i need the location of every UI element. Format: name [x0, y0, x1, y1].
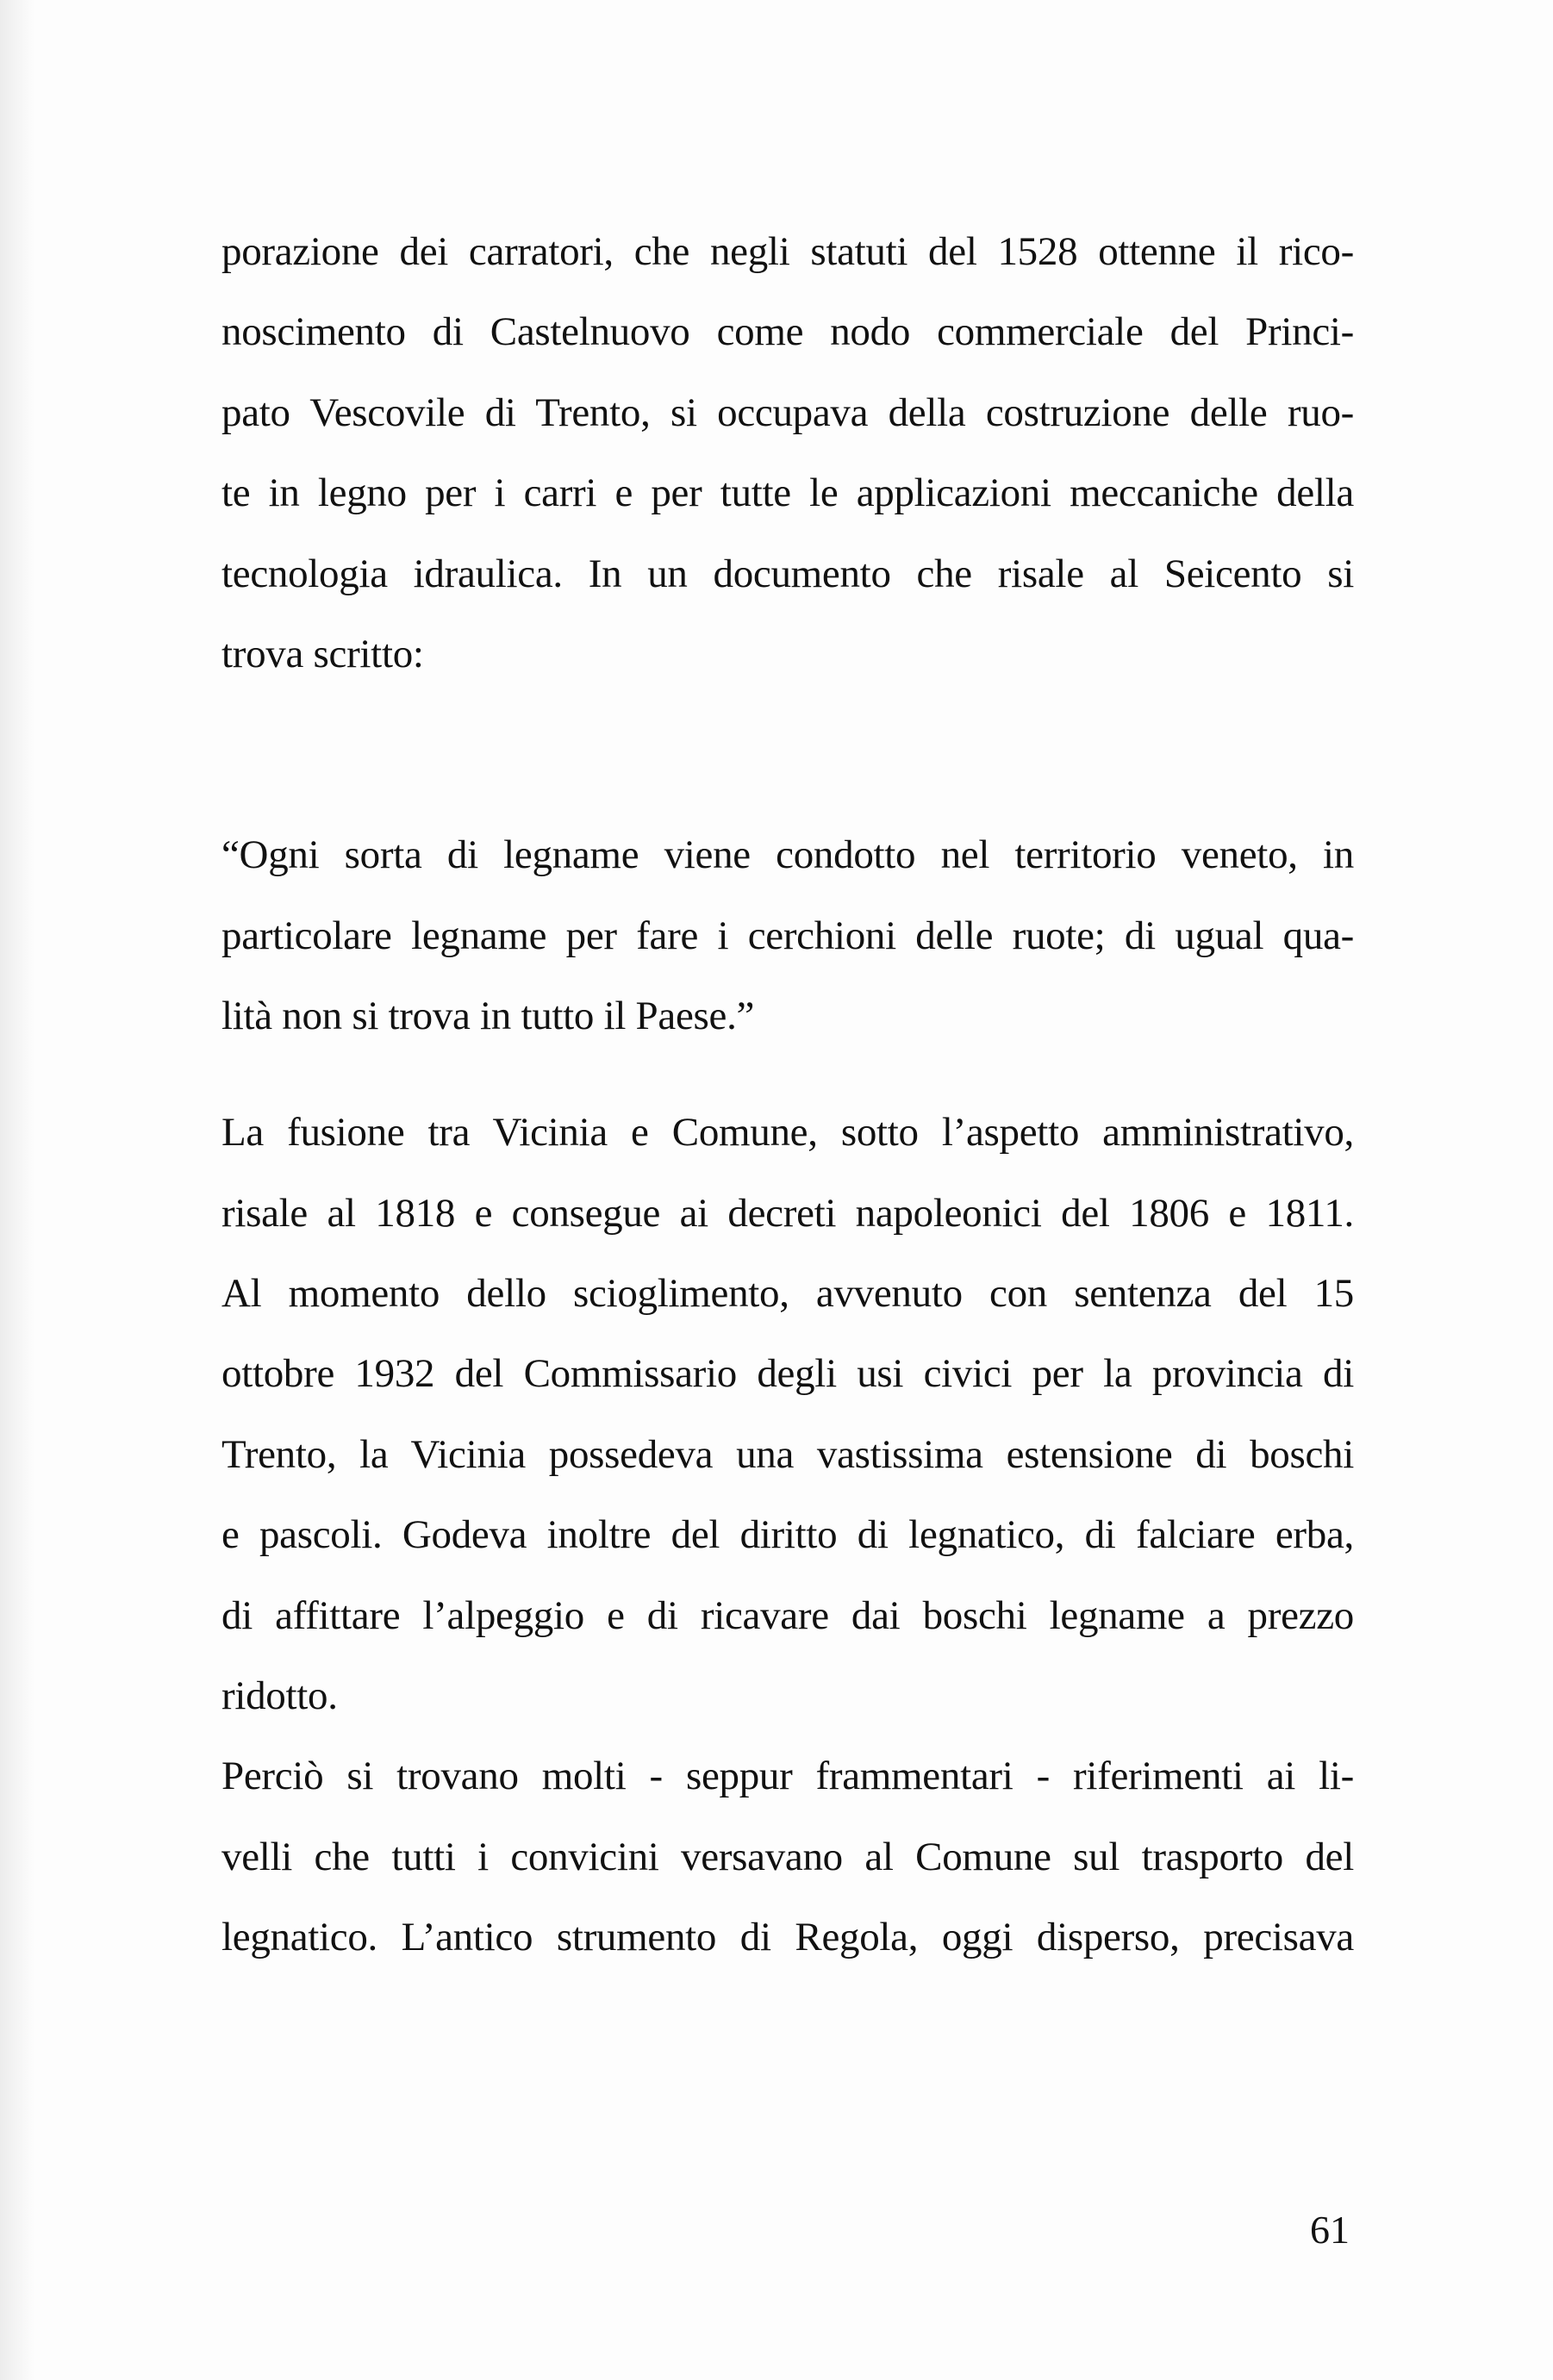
page-edge-shadow — [0, 0, 34, 2380]
text-line: te in legno per i carri e per tutte le applicazioni meccaniche della — [221, 470, 1354, 515]
text-line: risale al 1818 e consegue ai decreti napoleonici del 1806 e 1811. — [221, 1191, 1354, 1236]
text-line: legnatico. L’antico strumento di Regola, oggi disperso, precisava — [221, 1915, 1354, 1959]
page-number: 61 — [1310, 2208, 1350, 2252]
text-line: Al momento dello scioglimento, avvenuto con sentenza del 15 — [221, 1271, 1354, 1316]
text-line: velli che tutti i convicini versavano al Comune sul trasporto del — [221, 1835, 1354, 1879]
text-line: ridotto. — [221, 1673, 338, 1718]
text-line: trova scritto: — [221, 632, 424, 676]
text-line: tecnologia idraulica. In un documento che risale al Seicento si — [221, 551, 1354, 596]
text-line: e pascoli. Godeva inoltre del diritto di legnatico, di falciare erba, — [221, 1512, 1354, 1557]
text-line: Trento, la Vicinia possedeva una vastissima estensione di boschi — [221, 1432, 1354, 1477]
text-line: La fusione tra Vicinia e Comune, sotto l’aspetto amministrativo, — [221, 1110, 1354, 1155]
text-line: di affittare l’alpeggio e di ricavare dai boschi legname a prezzo — [221, 1593, 1354, 1638]
text-line: noscimento di Castelnuovo come nodo commerciale del Princi- — [221, 309, 1354, 354]
text-line: Perciò si trovano molti - seppur frammentari - riferimenti ai li- — [221, 1754, 1354, 1798]
text-line: lità non si trova in tutto il Paese.” — [221, 994, 755, 1038]
text-line: pato Vescovile di Trento, si occupava della costruzione delle ruo- — [221, 390, 1354, 435]
text-line: “Ogni sorta di legname viene condotto nel territorio veneto, in — [221, 832, 1354, 877]
text-line: porazione dei carratori, che negli statuti del 1528 ottenne il rico- — [221, 229, 1354, 274]
text-line: ottobre 1932 del Commissario degli usi civici per la provincia di — [221, 1351, 1354, 1396]
text-line: particolare legname per fare i cerchioni delle ruote; di ugual qua- — [221, 913, 1354, 958]
